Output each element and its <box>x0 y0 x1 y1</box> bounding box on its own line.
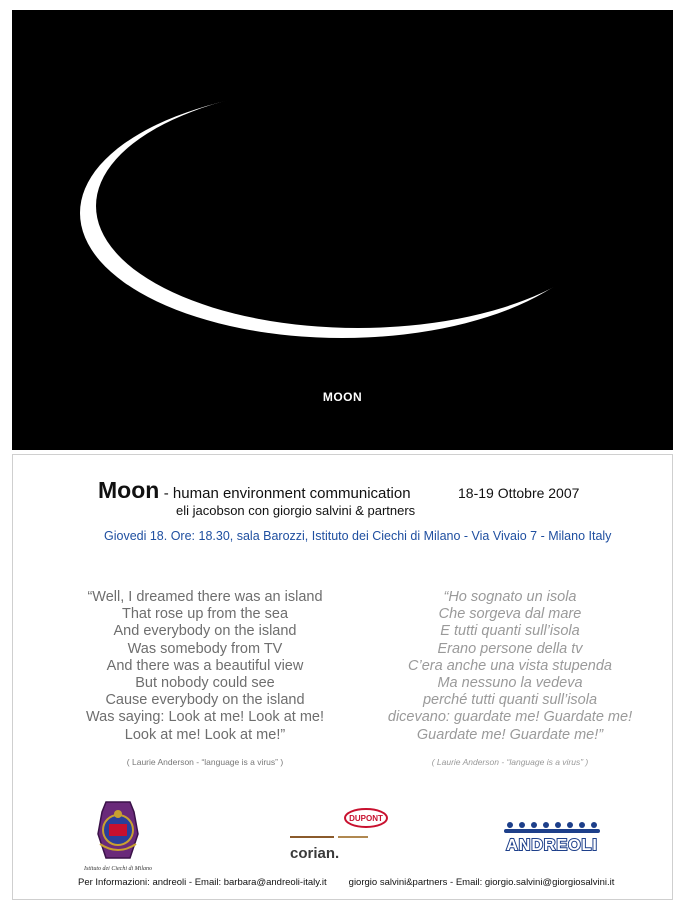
hero-label: MOON <box>322 390 363 404</box>
event-credits: eli jacobson con giorgio salvini & partners <box>176 503 416 518</box>
hero-image <box>12 10 673 450</box>
poem-line: And everybody on the island <box>113 623 297 640</box>
title-main: Moon <box>98 477 160 503</box>
contact-andreoli: Per Informazioni: andreoli - Email: barbara@andreoli-italy.it <box>78 877 327 888</box>
poem-line: But nobody could see <box>135 675 275 692</box>
poem-english <box>40 589 370 744</box>
istituto-caption: Istituto dei Ciechi di Milano <box>84 866 152 872</box>
poem-line: And there was a beautiful view <box>106 657 304 674</box>
poem-line: E tutti quanti sull’isola <box>440 623 580 640</box>
poem-line: That rose up from the sea <box>121 606 289 623</box>
event-venue: Giovedi 18. Ore: 18.30, sala Barozzi, Istituto dei Ciechi di Milano - Via Vivaio 7 - Milano Italy <box>104 529 612 543</box>
poem-line: “Well, I dreamed there was an island <box>87 589 323 605</box>
istituto-ciechi-logo <box>78 794 158 874</box>
poem-italian <box>355 589 665 744</box>
corian-label: corian. <box>290 845 340 862</box>
poem-italian-attribution: ( Laurie Anderson - “language is a virus” ) <box>431 757 589 767</box>
contact-salvini: giorgio salvini&partners - Email: giorgio.salvini@giorgiosalvini.it <box>348 877 615 888</box>
footer-contacts <box>78 877 614 888</box>
poem-line: Look at me! Look at me!” <box>124 726 286 743</box>
poem-line: “Ho sognato un isola <box>443 589 577 605</box>
corian-stripe <box>290 836 334 838</box>
title-subtitle: - human environment communication <box>163 485 411 502</box>
poem-line: Cause everybody on the island <box>105 692 305 709</box>
moon-crescent-graphic <box>12 10 673 450</box>
andreoli-logo <box>502 820 602 854</box>
poem-line: Erano persone della tv <box>437 640 583 657</box>
poem-english-attribution: ( Laurie Anderson - “language is a virus” ) <box>126 757 284 767</box>
poem-line: Guardate me! Guardate me!” <box>416 726 604 743</box>
poem-line: perché tutti quanti sull’isola <box>422 692 598 709</box>
event-title <box>98 477 411 504</box>
dupont-label: DUPONT <box>349 814 383 823</box>
poem-line: Was somebody from TV <box>127 640 283 657</box>
poem-line: Che sorgeva dal mare <box>438 606 582 623</box>
istituto-seal-icon <box>98 802 138 858</box>
poem-line: Ma nessuno la vedeva <box>437 675 583 692</box>
dupont-corian-logo <box>288 808 388 864</box>
andreoli-label: ANDREOLI <box>506 837 598 854</box>
poem-line: C’era anche una vista stupenda <box>408 657 612 674</box>
andreoli-figures-icon <box>504 822 600 833</box>
corian-stripe <box>338 836 368 838</box>
event-date: 18-19 Ottobre 2007 <box>458 485 580 501</box>
poem-line: Was saying: Look at me! Look at me! <box>85 709 325 726</box>
poem-line: dicevano: guardate me! Guardate me! <box>387 709 633 726</box>
